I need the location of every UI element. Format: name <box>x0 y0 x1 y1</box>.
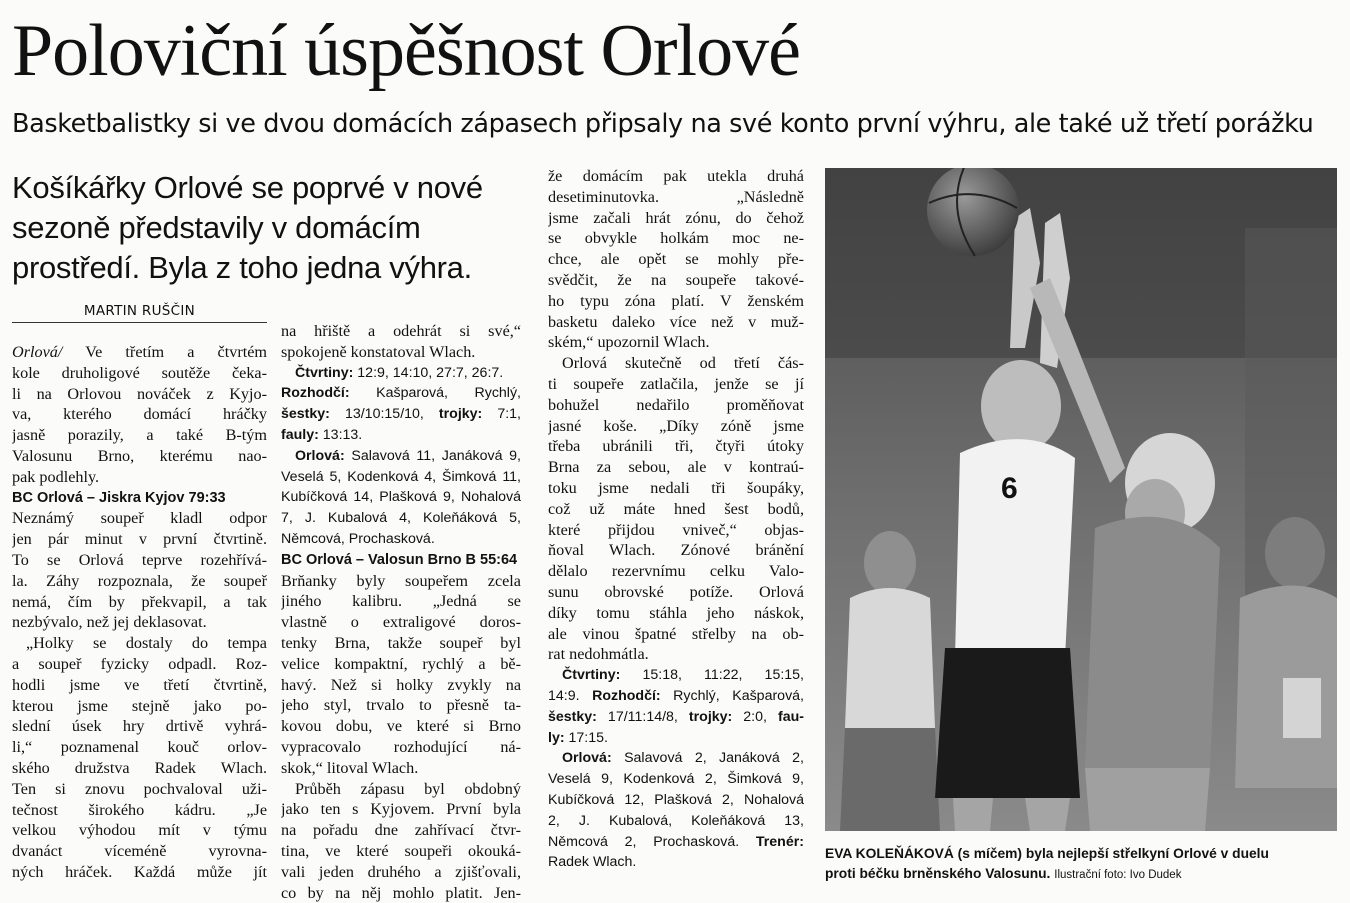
stats-label: Orlová: <box>295 447 345 464</box>
article-column-2 <box>281 321 521 903</box>
stats-value: 17/11:14/8, <box>596 708 689 725</box>
stats-value: 2:0, <box>732 708 778 725</box>
text-line: dělalo rezervnímu celku Valo- <box>548 562 804 581</box>
lineup-line: Radek Wlach. <box>548 854 637 871</box>
text-line: nemá, čím by překvapil, a tak <box>12 592 267 611</box>
lineup-line <box>548 832 804 853</box>
text-line: ho typu zóna platí. V ženském <box>548 291 804 310</box>
text-line: hodli jsme ve třetí čtvrtině, <box>12 675 267 694</box>
text-line: vali jeden druhého a zjišťovali, <box>281 862 521 881</box>
dateline: Orlová/ <box>12 343 63 361</box>
text-line: co by na něj mohlo platit. Jen- <box>281 883 521 902</box>
lede-line: Košíkářky Orlové se poprvé v nové <box>12 170 483 205</box>
caption-line: EVA KOLEŇÁKOVÁ (s míčem) byla nejlepší střelkyní Orlové v duelu <box>825 846 1269 861</box>
lineup-line: 2, J. Kubalová, Koleňáková 13, <box>548 812 804 829</box>
text-line: dvanáct víceméně vyrovna- <box>12 842 267 861</box>
lineup-line: Kubíčková 14, Plašková 9, Nohalová <box>281 489 521 506</box>
text-line: jasně porazily, a také B-tým <box>12 426 267 445</box>
text-line: třeba ubránili tři, čtyři útoky <box>548 437 804 456</box>
text-line: nezbývalo, než jej deklasovat. <box>12 613 207 632</box>
text-line: ale vinou špatné střelby na ob- <box>548 624 804 643</box>
stats-label: trojky: <box>688 708 733 725</box>
text-line: tenky Brna, takže soupeř byl <box>281 633 521 652</box>
text-line: tečnost širokého kádru. „Je <box>12 800 267 819</box>
lineup-line <box>548 748 804 769</box>
lineup-line: Veselá 5, Kodenková 4, Šimková 11, <box>281 468 521 485</box>
text-line: spokojeně konstatoval Wlach. <box>281 342 476 361</box>
stats-label: šestky: <box>548 708 597 725</box>
lineup-line: 7, J. Kubalová 4, Koleňáková 5, <box>281 510 521 527</box>
stats-value: Němcová 2, Prochasková. <box>548 833 756 850</box>
caption-line-2 <box>825 864 1345 885</box>
stats-line <box>548 665 804 686</box>
text-line: sunu obrovské potíže. Orlová <box>548 582 804 601</box>
text-line: basketu daleko více než v muž- <box>548 312 804 331</box>
lede-line: sezoně představily v domácím <box>12 210 421 245</box>
text-line: To se Orlová teprve rozehřívá- <box>12 550 267 569</box>
stats-value: Rychlý, Kašparová, <box>660 687 804 704</box>
text-line: li na Orlovou nováček z Kyjo- <box>12 384 267 403</box>
jersey-number: 6 <box>1001 472 1018 505</box>
text-line: havý. Než si holky zvykly na <box>281 675 521 694</box>
text-line: Neznámý soupeř kladl odpor <box>12 509 267 528</box>
lede-line: prostředí. Byla z toho jedna výhra. <box>12 250 472 285</box>
stats-label: fauly: <box>281 426 319 443</box>
text-line: vlastně o extraligové doros- <box>281 613 521 632</box>
text-line: li,“ poznamenal kouč orlov- <box>12 738 267 757</box>
text-line: velice kompaktní, rychlý a bě- <box>281 654 521 673</box>
text-line: desetiminutovka. „Následně <box>548 187 804 206</box>
text-line: kovou dobu, ve které si Brno <box>281 717 521 736</box>
lineup-line: Kubíčková 12, Plašková 2, Nohalová <box>548 791 804 808</box>
stats-line <box>548 707 804 728</box>
text-line: tina, ve které soupeři okouká- <box>281 841 521 860</box>
text-line: Brna za sebou, ale v kontraú- <box>548 458 804 477</box>
text-line: Valosunu Brno, kterému nao- <box>12 446 267 465</box>
text-line: velkou výhodou mít v týmu <box>12 821 267 840</box>
stats-line <box>281 363 521 384</box>
lede <box>12 168 532 288</box>
stats-value: 12:9, 14:10, 27:7, 26:7. <box>353 364 504 381</box>
stats-value: 14:9. <box>548 687 593 704</box>
text-line: jsme začali hrát zónu, do čehož <box>548 208 804 227</box>
stats-value: 7:1, <box>482 406 521 423</box>
text-line: vypracovalo rozhodující ná- <box>281 737 521 756</box>
caption-text: proti béčku brněnského Valosunu. <box>825 866 1051 881</box>
text-line: jako ten s Kyjovem. První byla <box>281 800 521 819</box>
text-line: jasné koše. „Díky zóně jsme <box>548 416 804 435</box>
lineup-line <box>281 446 521 467</box>
byline: MARTIN RUŠČIN <box>12 300 267 323</box>
stats-value: 13/10:15/10, <box>329 406 439 423</box>
text-line: jiného kalibru. „Jedná se <box>281 592 521 611</box>
text-line: ti soupeře zatlačila, jenže se jí <box>548 374 804 393</box>
stats-label: Trenér: <box>755 833 804 850</box>
text-line: které přijdou vniveč,“ objas- <box>548 520 804 539</box>
stats-label: šestky: <box>281 406 330 423</box>
text-line: kole druholigové soutěže čeka- <box>12 363 267 382</box>
text-line: kterou jsme stejně jako po- <box>12 696 267 715</box>
stats-label: Čtvrtiny: <box>295 364 354 381</box>
stats-line <box>548 686 804 707</box>
text-line: což už máte hned šest bodů, <box>548 499 804 518</box>
stats-value: 15:18, 11:22, 15:15, <box>620 667 804 684</box>
text-fragment: Ve třetím a čtvrtém <box>62 343 267 361</box>
match-result-heading: BC Orlová – Valosun Brno B 55:64 <box>281 551 518 568</box>
article-column-1 <box>12 342 267 883</box>
text-line: bohužel nedařilo proměňovat <box>548 395 804 414</box>
text-line: ském,“ upozornil Wlach. <box>548 333 710 352</box>
text-line: na hřiště a odehrát si své,“ <box>281 322 521 340</box>
stats-line <box>281 383 521 404</box>
basketball <box>927 168 1019 256</box>
text-line: se obvykle holkám moc ne- <box>548 229 804 248</box>
stats-label: Orlová: <box>562 750 612 767</box>
stats-value: Kašparová, Rychlý, <box>349 385 521 402</box>
text-line: toku jsme nedali tři šoupáky, <box>548 478 804 497</box>
stats-line <box>281 404 521 425</box>
stats-line <box>548 728 804 749</box>
text-line: díky tomu stáhla jeho náskok, <box>548 603 804 622</box>
text-line: rat nedohmátla. <box>548 645 649 664</box>
match-result-heading: BC Orlová – Jiskra Kyjov 79:33 <box>12 489 226 506</box>
text-line: že domácím pak utekla druhá <box>548 167 804 185</box>
text-line <box>12 342 267 363</box>
subheadline: Basketbalistky si ve dvou domácích zápasech připsaly na své konto první výhru, ale také už třetí porážku <box>12 109 1314 139</box>
text-line: chce, ale opět se mohly pře- <box>548 250 804 269</box>
stats-label: trojky: <box>438 406 483 423</box>
headline: Poloviční úspěšnost Orlové <box>12 10 800 92</box>
article-column-3 <box>548 166 804 873</box>
stats-label: Rozhodčí: <box>592 687 661 704</box>
stats-label: ly: <box>548 729 565 746</box>
text-line: na pořadu dne zahřívací čtvr- <box>281 821 521 840</box>
text-line: Orlová skutečně od třetí čás- <box>562 354 804 373</box>
lineup-line: Němcová, Prochasková. <box>281 530 435 547</box>
stats-line <box>281 425 521 446</box>
text-line: skok,“ litoval Wlach. <box>281 758 419 777</box>
photo-illustration <box>825 168 1337 831</box>
text-line: jeho styl, trvalo to přesně ta- <box>281 696 521 715</box>
text-line: jen pár minut v první čtvrtině. <box>12 530 267 549</box>
text-line: slední úsek hry drtivě vyhrá- <box>12 717 267 736</box>
stats-label: Rozhodčí: <box>281 385 350 402</box>
photo-caption <box>825 844 1345 885</box>
stats-label: Čtvrtiny: <box>562 667 621 684</box>
text-line: Průběh zápasu byl obdobný <box>295 779 521 798</box>
text-line: va, kterého domácí hráčky <box>12 405 267 424</box>
text-line: la. Záhy rozpoznala, že soupeř <box>12 571 267 590</box>
text-line: ných hráček. Každá může jít <box>12 862 267 881</box>
stats-label: fau- <box>777 708 804 725</box>
stats-value: 13:13. <box>318 426 363 443</box>
text-line: svědčit, že na soupeře takové- <box>548 270 804 289</box>
lineup-line: Veselá 9, Kodenková 2, Šimková 9, <box>548 771 804 788</box>
text-line: ňoval Wlach. Zónové bránění <box>548 541 804 560</box>
text-line: a soupeř fyzicky odpadl. Roz- <box>12 654 267 673</box>
stats-value: Salavová 11, Janáková 9, <box>344 447 521 464</box>
text-line: pak podlehly. <box>12 467 100 486</box>
text-line: „Holky se dostaly do tempa <box>26 634 267 653</box>
text-line: Brňanky byly soupeřem zcela <box>281 571 521 590</box>
text-line: ského družstva Radek Wlach. <box>12 758 267 777</box>
stats-value: Salavová 2, Janáková 2, <box>611 750 804 767</box>
photo-credit: Ilustrační foto: Ivo Dudek <box>1054 869 1182 881</box>
text-line: Ten si znovu pochvaloval uži- <box>12 779 267 798</box>
photo-basketball-players <box>825 168 1337 831</box>
stats-value: 17:15. <box>564 729 608 746</box>
